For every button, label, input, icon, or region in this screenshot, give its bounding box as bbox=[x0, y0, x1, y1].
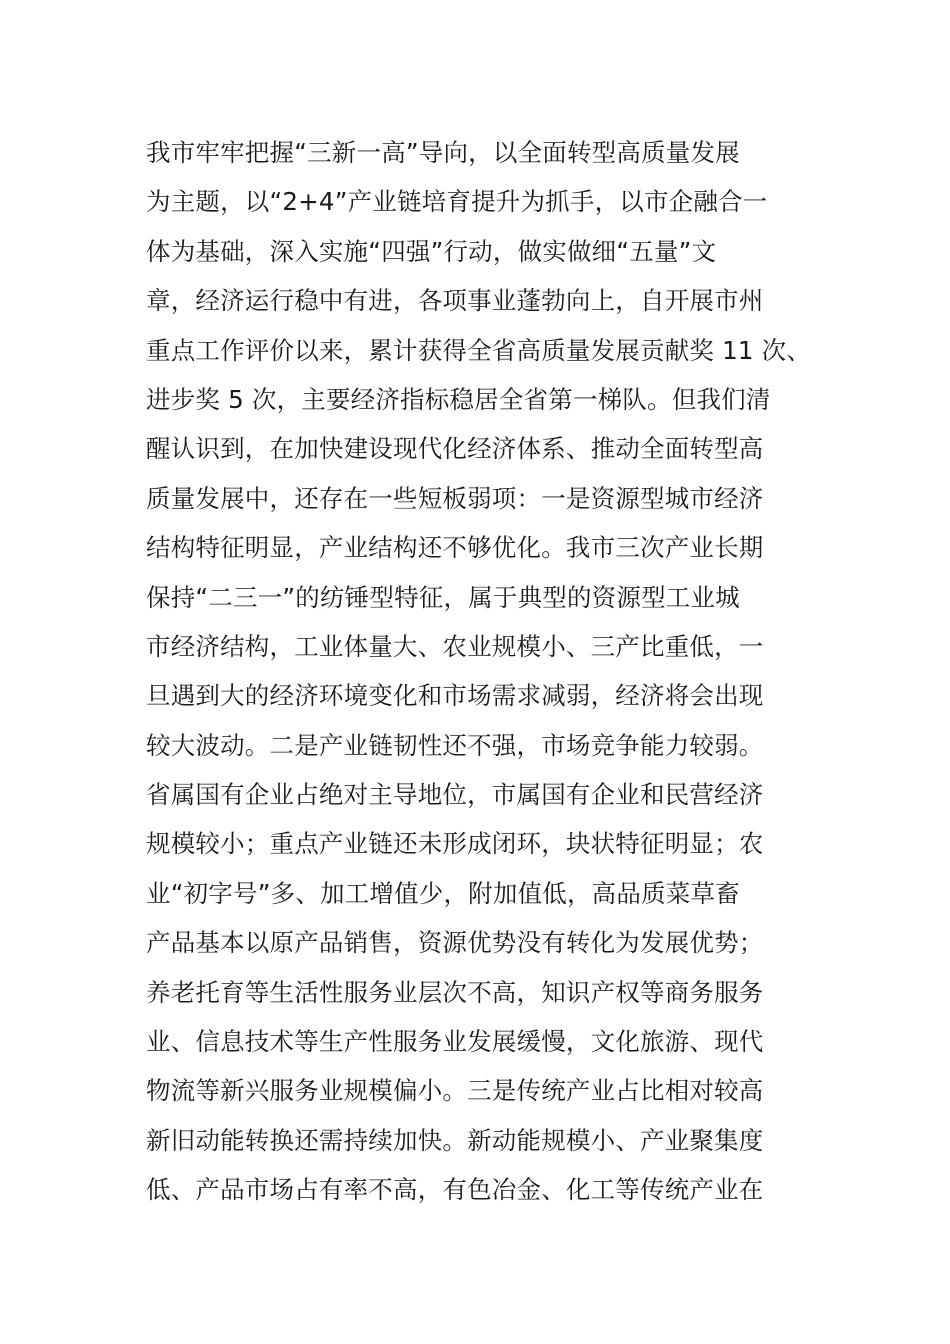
text-line: 醒认识到，在加快建设现代化经济体系、推动全面转型高 bbox=[146, 434, 764, 464]
text-line: 养老托育等生活性服务业层次不高，知识产权等商务服务 bbox=[146, 977, 764, 1007]
text-line: 为主题，以“2+4”产业链培育提升为抓手，以市企融合一 bbox=[146, 187, 768, 217]
text-line: 我市牢牢把握“三新一高”导向，以全面转型高质量发展 bbox=[146, 138, 740, 167]
text-line: 市经济结构，工业体量大、农业规模小、三产比重低，一 bbox=[146, 631, 764, 661]
text-line: 进步奖 5 次，主要经济指标稳居全省第一梯队。但我们清 bbox=[146, 384, 771, 414]
text-line: 质量发展中，还存在一些短板弱项：一是资源型城市经济 bbox=[146, 483, 764, 513]
text-line: 产品基本以原产品销售，资源优势没有转化为发展优势； bbox=[146, 928, 764, 958]
body-paragraph bbox=[146, 128, 816, 1215]
text-line: 章，经济运行稳中有进，各项事业蓬勃向上，自开展市州 bbox=[146, 286, 764, 316]
text-line: 业、信息技术等生产性服务业发展缓慢，文化旅游、现代 bbox=[146, 1027, 764, 1057]
text-line: 低、产品市场占有率不高，有色冶金、化工等传统产业在 bbox=[146, 1175, 764, 1205]
text-line: 较大波动。二是产业链韧性还不强，市场竞争能力较弱。 bbox=[146, 730, 764, 760]
text-line: 保持“二三一”的纺锤型特征，属于典型的资源型工业城 bbox=[146, 582, 740, 612]
text-line: 物流等新兴服务业规模偏小。三是传统产业占比相对较高 bbox=[146, 1076, 764, 1106]
text-line: 结构特征明显，产业结构还不够优化。我市三次产业长期 bbox=[146, 533, 764, 563]
text-line: 体为基础，深入实施“四强”行动，做实做细“五量”文 bbox=[146, 236, 717, 266]
text-line: 重点工作评价以来，累计获得全省高质量发展贡献奖 11 次、 bbox=[146, 335, 812, 365]
text-line: 新旧动能转换还需持续加快。新动能规模小、产业聚集度 bbox=[146, 1125, 764, 1155]
text-line: 业“初字号”多、加工增值少，附加值低，高品质菜草畜 bbox=[146, 878, 740, 908]
text-line: 省属国有企业占绝对主导地位，市属国有企业和民营经济 bbox=[146, 780, 764, 810]
text-line: 旦遇到大的经济环境变化和市场需求减弱，经济将会出现 bbox=[146, 681, 764, 711]
text-line: 规模较小；重点产业链还未形成闭环，块状特征明显；农 bbox=[146, 829, 764, 859]
